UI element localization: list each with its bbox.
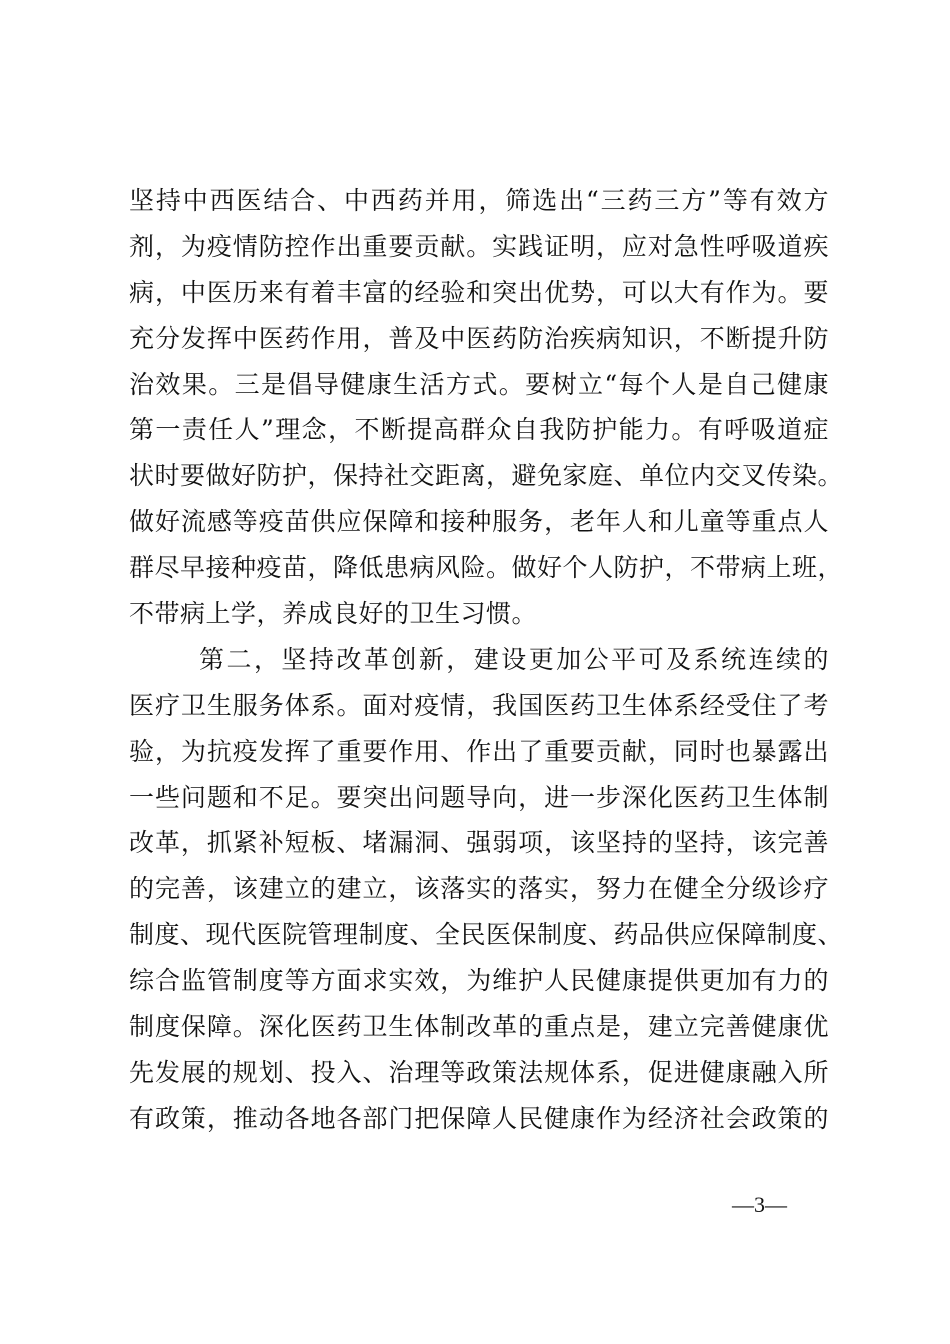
text-line: 病，中医历来有着丰富的经验和突出优势，可以大有作为。要: [129, 277, 829, 307]
text-line: 第一责任人”理念，不断提高群众自我防护能力。有呼吸道症: [129, 415, 829, 445]
text-line: 充分发挥中医药作用，普及中医药防治疾病知识，不断提升防: [129, 323, 829, 353]
text-line: 综合监管制度等方面求实效，为维护人民健康提供更加有力的: [129, 966, 829, 996]
text-line: 改革，抓紧补短板、堵漏洞、强弱项，该坚持的坚持，该完善: [129, 828, 829, 858]
page-number: —3—: [732, 1192, 787, 1217]
text-line: 坚持中西医结合、中西药并用，筛选出“三药三方”等有效方: [129, 186, 829, 215]
text-line: 的完善，该建立的建立，该落实的落实，努力在健全分级诊疗: [129, 874, 829, 904]
text-line: 先发展的规划、投入、治理等政策法规体系，促进健康融入所: [129, 1057, 829, 1087]
paragraph-end-line: 不带病上学，养成良好的卫生习惯。: [129, 599, 538, 629]
text-line: 验，为抗疫发挥了重要作用、作出了重要贡献，同时也暴露出: [129, 736, 829, 766]
body-text: [129, 178, 844, 1142]
text-line: 剂，为疫情防控作出重要贡献。实践证明，应对急性呼吸道疾: [129, 231, 829, 261]
text-line: 群尽早接种疫苗，降低患病风险。做好个人防护，不带病上班，: [129, 553, 844, 583]
text-line: 治效果。三是倡导健康生活方式。要树立“每个人是自己健康: [129, 369, 829, 399]
text-line: 制度、现代医院管理制度、全民医保制度、药品供应保障制度、: [129, 920, 844, 950]
text-line: 制度保障。深化医药卫生体制改革的重点是，建立完善健康优: [129, 1012, 829, 1042]
text-line: 有政策，推动各地各部门把保障人民健康作为经济社会政策的: [129, 1103, 829, 1133]
text-line: 一些问题和不足。要突出问题导向，进一步深化医药卫生体制: [129, 782, 829, 812]
text-line: 做好流感等疫苗供应保障和接种服务，老年人和儿童等重点人: [129, 507, 829, 537]
paragraph-start-line: 第二，坚持改革创新，建设更加公平可及系统连续的: [199, 644, 829, 674]
text-line: 状时要做好防护，保持社交距离，避免家庭、单位内交叉传染。: [129, 461, 844, 491]
text-line: 医疗卫生服务体系。面对疫情，我国医药卫生体系经受住了考: [129, 690, 829, 720]
